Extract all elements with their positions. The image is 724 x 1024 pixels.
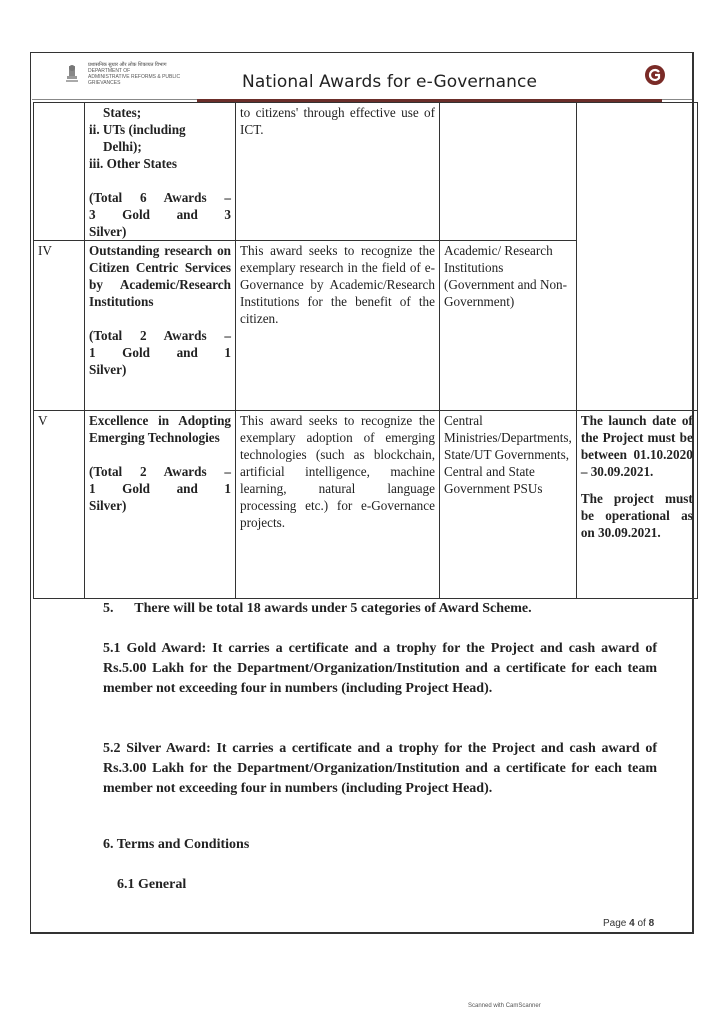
category-total: (Total 6 Awards – bbox=[89, 190, 231, 205]
category-cell bbox=[85, 411, 236, 599]
department-line-2: ADMINISTRATIVE REFORMS & PUBLIC bbox=[88, 74, 181, 80]
row-number: IV bbox=[34, 241, 85, 411]
page-total: 8 bbox=[648, 918, 655, 929]
department-name bbox=[88, 62, 180, 86]
category-total: Silver) bbox=[89, 498, 127, 513]
objective-cell: This award seeks to recognize the exemplary research in the field of e-Governance by Academic/Research Institutions for the benefit of the citizen. bbox=[236, 241, 440, 411]
criteria-cell bbox=[576, 411, 697, 599]
section-6-heading: 6. Terms and Conditions bbox=[103, 837, 250, 852]
department-line-1: DEPARTMENT OF bbox=[88, 68, 131, 74]
eligible-cell: Academic/ Research Institutions (Government and Non-Government) bbox=[440, 241, 577, 411]
criteria-cell bbox=[576, 103, 697, 411]
category-title: Excellence in Adopting Emerging Technologies bbox=[89, 413, 231, 445]
category-total: Silver) bbox=[89, 362, 127, 377]
table-row bbox=[34, 411, 698, 599]
table-row bbox=[34, 103, 698, 241]
category-line: ii. UTs (including bbox=[89, 122, 186, 137]
objective-cell: This award seeks to recognize the exemplary adoption of emerging technologies (such as blockchain, artificial intelligence, machine learning, natural language processing etc.) for e-Governance projects. bbox=[236, 411, 440, 599]
category-total: (Total 2 Awards – bbox=[89, 328, 231, 343]
category-total: 1 Gold and 1 bbox=[89, 345, 231, 360]
criteria-launch-date: The launch date of the Project must be between 01.10.2020 – 30.09.2021. bbox=[580, 413, 693, 479]
egov-logo-icon bbox=[644, 64, 666, 86]
national-emblem-icon bbox=[64, 64, 80, 86]
category-line: States; bbox=[103, 105, 142, 120]
section-5-text: 5. There will be total 18 awards under 5 categories of Award Scheme. bbox=[103, 601, 532, 616]
category-cell bbox=[85, 241, 236, 411]
criteria-operational: The project must be operational as on 30.09.2021. bbox=[580, 491, 693, 540]
section-6-1-heading: 6.1 General bbox=[117, 877, 187, 892]
scanner-watermark: Scanned with CamScanner bbox=[468, 1003, 541, 1009]
objective-cell: to citizens' through effective use of ICT. bbox=[236, 103, 440, 241]
page-current: 4 bbox=[629, 918, 635, 929]
page-mid: of bbox=[634, 918, 649, 929]
row-number bbox=[34, 103, 85, 241]
row-number: V bbox=[34, 411, 85, 599]
page-title: National Awards for e-Governance bbox=[242, 72, 537, 92]
category-total: (Total 2 Awards – bbox=[89, 464, 231, 479]
page-number bbox=[603, 918, 654, 929]
section-5-1-gold-award: 5.1 Gold Award: It carries a certificate and a trophy for the Project and cash award of Rs.5.00 Lakh for the Department/Organization/Institution and a certificate for each team member not exceeding four in numbers (including Project Head). bbox=[103, 641, 657, 696]
category-line: Delhi); bbox=[103, 139, 142, 154]
category-title: Outstanding research on Citizen Centric Services by Academic/Research Institutions bbox=[89, 243, 231, 309]
category-line: iii. Other States bbox=[89, 156, 178, 171]
section-5-2-silver-award: 5.2 Silver Award: It carries a certificate and a trophy for the Project and cash award of Rs.3.00 Lakh for the Department/Organization/Institution and a certificate for each team member not exceeding four in numbers (including Project Head). bbox=[103, 741, 657, 796]
department-line-3: GRIEVANCES bbox=[88, 80, 121, 86]
document-header bbox=[32, 54, 692, 102]
category-total: 3 Gold and 3 bbox=[89, 207, 231, 222]
category-total: Silver) bbox=[89, 224, 127, 239]
category-total: 1 Gold and 1 bbox=[89, 481, 231, 496]
awards-table bbox=[33, 102, 698, 599]
eligible-cell: Central Ministries/Departments, State/UT Governments, Central and State Government PSUs bbox=[440, 411, 577, 599]
eligible-cell bbox=[440, 103, 577, 241]
category-cell bbox=[85, 103, 236, 241]
page-prefix: Page bbox=[603, 918, 630, 929]
department-hindi: प्रशासनिक सुधार और लोक शिकायत विभाग bbox=[88, 62, 167, 68]
